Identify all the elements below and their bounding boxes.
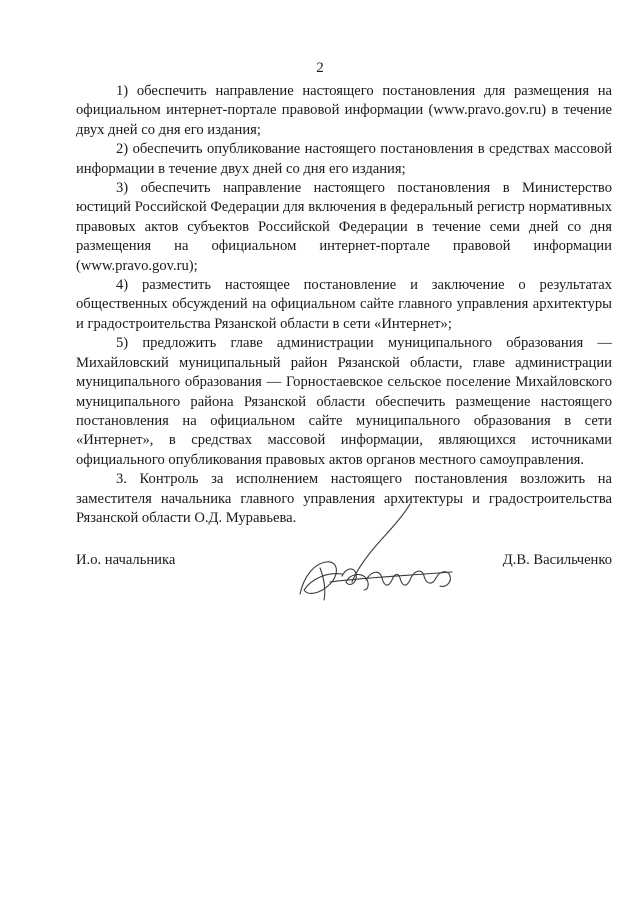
signature-block xyxy=(76,548,612,608)
document-body xyxy=(76,82,612,528)
paragraph-item-5: 5) предложить главе администрации муниципального образования — Михайловский муниципальный район Рязанской области, главе администрации муниципального образования — Горностаевское сельское поселение Михайловского муниципального района Рязанской области обеспечить размещение настоящего постановления на официальном сайте муниципального образования в сети «Интернет», в средствах массовой информации, являющихся источниками официального опубликования правовых актов органов местного самоуправления. xyxy=(76,335,612,468)
paragraph-item-1: 1) обеспечить направление настоящего постановления для размещения на официальном интернет-портале правовой информации (www.pravo.gov.ru) в течение двух дней со дня его издания; xyxy=(76,83,612,138)
paragraph-item-3: 3) обеспечить направление настоящего постановления в Министерство юстиций Российской Федерации для включения в федеральный регистр нормативных правовых актов субъектов Российской Федерации в течение семи дней со дня размещения на официальном интернет-портале правовой информации (www.pravo.gov.ru); xyxy=(76,180,612,274)
paragraph-item-2: 2) обеспечить опубликование настоящего постановления в средствах массовой информации в течение двух дней со дня его издания; xyxy=(76,141,612,177)
handwritten-signature xyxy=(290,498,470,608)
page-number: 2 xyxy=(316,60,324,76)
signatory-title: И.о. начальника xyxy=(76,552,176,568)
signatory-name: Д.В. Васильченко xyxy=(502,552,612,568)
paragraph-item-4: 4) разместить настоящее постановление и заключение о результатах общественных обсуждений на официальном сайте главного управления архитектуры и градостроительства Рязанской области в сети «Интернет»; xyxy=(76,277,612,332)
paragraph-control: 3. Контроль за исполнением настоящего постановления возложить на заместителя начальника главного управления архитектуры и градостроительства Рязанской области О.Д. Муравьева. xyxy=(76,471,612,526)
